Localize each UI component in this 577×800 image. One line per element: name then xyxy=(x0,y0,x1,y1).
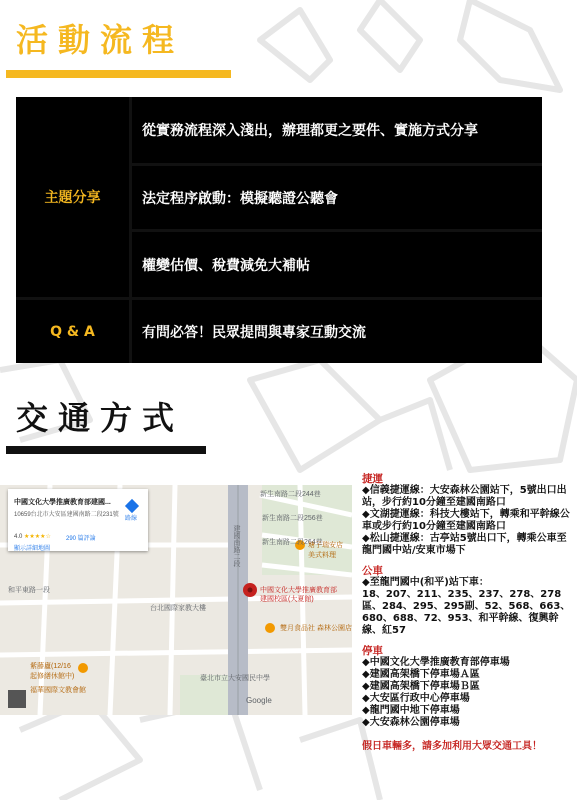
poi-label: 福華國際文教會館 xyxy=(30,687,86,694)
parking-line: ◆中國文化大學推廣教育部停車場 xyxy=(362,657,510,668)
qa-header-cell: Q & A xyxy=(16,300,129,363)
transport-title-text: 交通方式 xyxy=(16,399,185,437)
map-pin-label: 中國文化大學推廣教育部建國校區(大夏館) xyxy=(260,587,337,603)
agenda-row: 有問必答！民眾提問與專家互動交流 xyxy=(132,300,542,363)
parking-line: ◆大安森林公園停車場 xyxy=(362,717,460,728)
poi-label: 塘子瑞安店 美式料理 xyxy=(308,542,343,559)
title-underline xyxy=(6,446,206,454)
topic-header-cell: 主題分享 xyxy=(16,97,129,297)
public-transit-note: 假日車輛多，請多加利用大眾交通工具！ xyxy=(362,741,542,752)
agenda-row: 從實務流程深入淺出，辦理都更之要件、實施方式分享 xyxy=(132,97,542,163)
place-rating xyxy=(14,533,51,540)
section-title-transport xyxy=(16,398,184,438)
bus-heading: 公車 xyxy=(362,565,383,577)
road-label: 建國南路二段 xyxy=(233,525,240,567)
rating-value: 4.0 xyxy=(14,534,23,540)
mrt-line: ◆文湖捷運線：科技大樓站下，轉乘和平幹線公車或步行約10分鐘至建國南路口 xyxy=(362,509,570,532)
road-label: 台北國際家教大樓 xyxy=(150,605,206,612)
section-title-activity xyxy=(16,20,184,60)
agenda-table xyxy=(16,97,542,363)
place-address: 10659台北市大安區建國南路二段231號 xyxy=(14,512,119,518)
poi-label: 臺北市立大安國民中學 xyxy=(200,675,270,682)
activity-title-text: 活動流程 xyxy=(16,21,185,59)
place-info-card[interactable] xyxy=(8,489,148,551)
directions-icon[interactable] xyxy=(125,499,139,513)
mrt-line: ◆松山捷運線：古亭站5號出口下，轉乘公車至龍門國中站/安東市場下 xyxy=(362,533,567,556)
road-label: 和平東路一段 xyxy=(8,587,50,594)
mrt-line: ◆信義捷運線：大安森林公園站下，5號出口出站，步行約10分鐘至建國南路口 xyxy=(362,485,567,508)
road-label: 新生南路二段264巷 xyxy=(262,539,323,546)
mrt-heading: 捷運 xyxy=(362,473,383,485)
agenda-row: 法定程序啟動：模擬聽證公聽會 xyxy=(132,166,542,229)
larger-map-link[interactable]: 顯示詳細地圖 xyxy=(14,546,51,552)
directions-link[interactable]: 路線 xyxy=(125,516,138,522)
google-logo: Google xyxy=(246,696,272,705)
bus-line: ◆至龍門國中(和平)站下車： xyxy=(362,577,489,588)
reviews-link[interactable]: 290 篇評論 xyxy=(66,536,96,542)
agenda-row: 權變估價、稅費減免大補帖 xyxy=(132,232,542,297)
rating-stars: ★★★★☆ xyxy=(24,534,51,540)
poi-label: 紫藤廬(12/16 起修繕休館中) xyxy=(30,663,75,680)
title-underline xyxy=(6,70,231,78)
parking-line: ◆大安區行政中心停車場 xyxy=(362,693,470,704)
parking-line: ◆建國高架橋下停車場Ｂ區 xyxy=(362,681,480,692)
poi-label: 雙月食品社 森林公園店 xyxy=(280,625,352,632)
parking-line: ◆建國高架橋下停車場Ａ區 xyxy=(362,669,480,680)
road-label: 新生南路二段244巷 xyxy=(260,491,321,498)
bus-line: 18、207、211、235、237、278、278區、284、295、295副、52、568、663、680、688、72、953、和平幹線、復興幹線、紅57 xyxy=(362,589,571,636)
place-name: 中國文化大學推廣教育部建國... xyxy=(14,499,111,506)
parking-line: ◆龍門國中地下停車場 xyxy=(362,705,460,716)
road-label: 新生南路二段256巷 xyxy=(262,515,323,522)
transport-info xyxy=(362,473,572,753)
parking-heading: 停車 xyxy=(362,645,383,657)
